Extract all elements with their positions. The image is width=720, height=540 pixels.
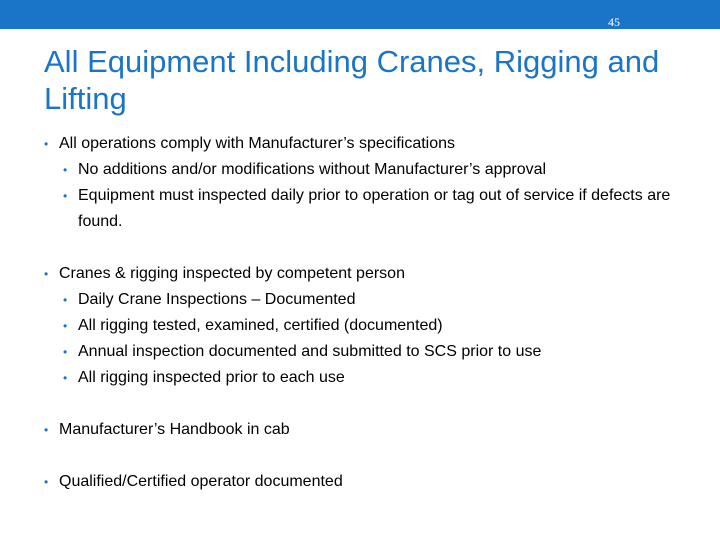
- header-bar: [0, 0, 720, 29]
- sub-bullet-item: [44, 183, 684, 235]
- bullet-marker: •: [63, 319, 68, 333]
- sub-bullet-text: Daily Crane Inspections – Documented: [78, 291, 356, 308]
- sub-bullet-item: [44, 287, 684, 313]
- page-number: 45: [608, 15, 620, 29]
- sub-bullet-text: Annual inspection documented and submitted to SCS prior to use: [78, 343, 542, 360]
- sub-bullet-text: Equipment must inspected daily prior to operation or tag out of service if defects are found.: [78, 187, 671, 230]
- bullet-marker: •: [63, 371, 68, 385]
- spacer: [44, 235, 684, 261]
- bullet-marker: •: [44, 137, 49, 151]
- bullet-text: Cranes & rigging inspected by competent person: [59, 265, 405, 282]
- slide-title: All Equipment Including Cranes, Rigging and Lifting: [44, 44, 660, 116]
- bullet-marker: •: [44, 423, 49, 437]
- bullet-marker: •: [44, 475, 49, 489]
- sub-bullet-item: [44, 365, 684, 391]
- bullet-item: [44, 261, 684, 287]
- bullet-text: Manufacturer’s Handbook in cab: [59, 421, 290, 438]
- sub-bullet-text: All rigging inspected prior to each use: [78, 369, 345, 386]
- spacer: [44, 391, 684, 417]
- bullet-list: [44, 131, 684, 495]
- bullet-item: [44, 417, 684, 443]
- bullet-text: All operations comply with Manufacturer’s specifications: [59, 135, 456, 152]
- sub-bullet-item: [44, 157, 684, 183]
- bullet-marker: •: [63, 293, 68, 307]
- bullet-marker: •: [63, 345, 68, 359]
- sub-bullet-item: [44, 339, 684, 365]
- sub-bullet-text: No additions and/or modifications without Manufacturer’s approval: [78, 161, 547, 178]
- bullet-marker: •: [44, 267, 49, 281]
- bullet-marker: •: [63, 163, 68, 177]
- bullet-text: Qualified/Certified operator documented: [59, 473, 343, 490]
- sub-bullet-item: [44, 313, 684, 339]
- bullet-item: [44, 469, 684, 495]
- spacer: [44, 443, 684, 469]
- sub-bullet-text: All rigging tested, examined, certified (documented): [78, 317, 443, 334]
- bullet-item: [44, 131, 684, 157]
- bullet-marker: •: [63, 189, 68, 203]
